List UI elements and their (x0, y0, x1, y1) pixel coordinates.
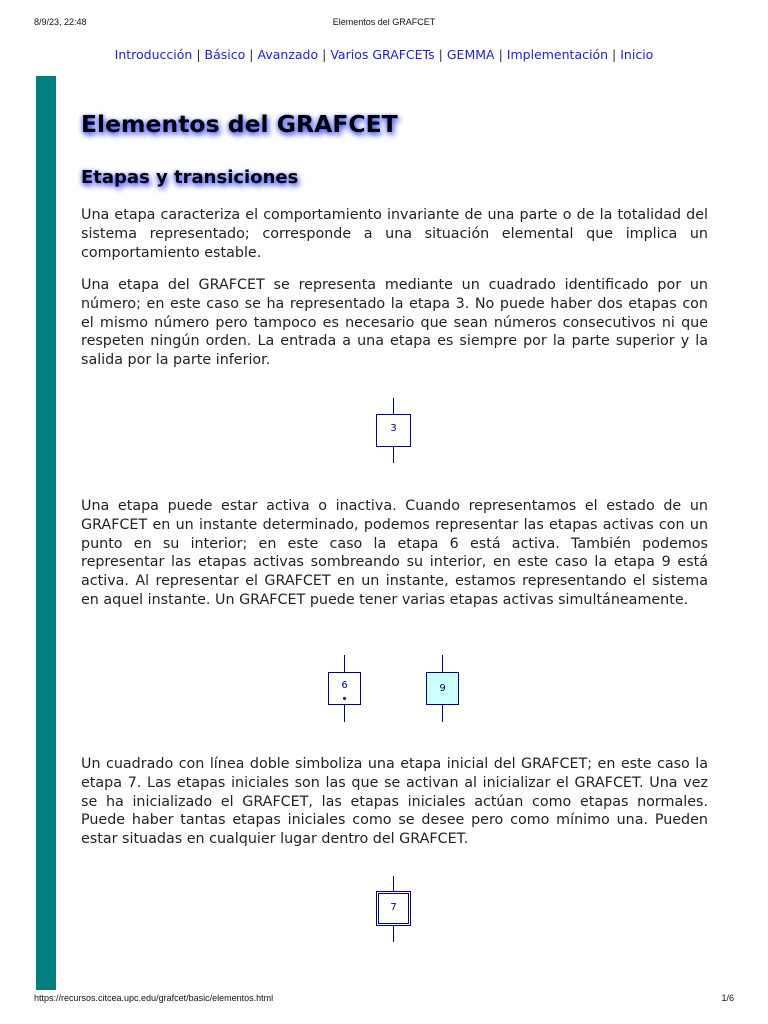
step-6-input-line (344, 655, 345, 672)
paragraph-2: Una etapa del GRAFCET se representa mediante un cuadrado identificado por un número; en este caso se ha representado la etapa 3. No puede haber dos etapas con el mismo número pero tampoco es necesario que sean números consecutivos ni que respeten ningún orden. La entrada a una etapa es siempre por la parte superior y la salida por la parte inferior. (81, 277, 708, 369)
nav-link-varios-grafcets[interactable]: Varios GRAFCETs (330, 47, 435, 62)
print-url: https://recursos.citcea.upc.edu/grafcet/basic/elementos.html (34, 993, 274, 1003)
nav-separator: | (322, 47, 327, 62)
step-3-label: 3 (390, 423, 397, 434)
page-title: Elementos del GRAFCET (81, 110, 398, 138)
step-3-diagram (376, 398, 412, 464)
step-7-diagram (376, 876, 412, 942)
nav-link-inicio[interactable]: Inicio (620, 47, 654, 62)
paragraph-4: Un cuadrado con línea doble simboliza una etapa inicial del GRAFCET; en este caso la etapa 7. Las etapas iniciales son las que se activan al inicializar el GRAFCET. Una vez se ha inicializado el GRAFCET, las etapas iniciales actúan como etapas normales. Puede haber tantas etapas iniciales como se desee pero como mínimo una. Pueden estar situadas en cualquier lugar dentro del GRAFCET. (81, 756, 708, 848)
step-6-label: 6 (341, 680, 348, 691)
print-datetime: 8/9/23, 22:48 (34, 17, 87, 27)
section-title: Etapas y transiciones (81, 167, 299, 188)
nav-separator: | (498, 47, 503, 62)
step-6-output-line (344, 705, 345, 722)
nav-link-avanzado[interactable]: Avanzado (257, 47, 319, 62)
step-3-input-line (393, 398, 394, 414)
nav-link-introduccion[interactable]: Introducción (114, 47, 193, 62)
paragraph-1: Una etapa caracteriza el comportamiento invariante de una parte o de la totalidad del sistema representado; corresponde a una situación elemental que implica un comportamiento estable. (81, 207, 708, 261)
sidebar-accent-bar (36, 76, 56, 990)
active-step-dot (343, 697, 346, 700)
print-page-number: 1/6 (721, 993, 734, 1003)
paragraph-3: Una etapa puede estar activa o inactiva. Cuando representamos el estado de un GRAFCET en un instante determinado, podemos representar las etapas activas con un punto en su interior; en este caso la etapa 6 está activa. También podemos representar las etapas activas sombreando su interior, en este caso la etapa 9 está activa. Al representar el GRAFCET en un instante, estamos representando el sistema en aquel instante. Un GRAFCET puede tener varias etapas activas simultáneamente. (81, 498, 708, 608)
step-9-output-line (442, 705, 443, 722)
nav-link-basico[interactable]: Básico (204, 47, 246, 62)
step-9-label: 9 (439, 683, 446, 694)
nav-link-implementacion[interactable]: Implementación (506, 47, 609, 62)
step-7-input-line (393, 876, 394, 891)
nav-separator: | (612, 47, 617, 62)
step-6-box (328, 672, 361, 705)
step-7-label: 7 (390, 902, 397, 913)
print-footer (34, 993, 734, 1007)
step-9-diagram (426, 655, 460, 722)
print-title: Elementos del GRAFCET (332, 17, 436, 27)
nav-separator: | (249, 47, 254, 62)
step-3-output-line (393, 447, 394, 463)
step-7-box (376, 891, 411, 926)
step-6-diagram (328, 655, 362, 722)
step-7-output-line (393, 926, 394, 942)
step-9-box (426, 672, 459, 705)
top-navigation (0, 47, 768, 62)
step-3-box (376, 414, 411, 447)
print-header (34, 17, 734, 31)
nav-separator: | (438, 47, 443, 62)
step-9-input-line (442, 655, 443, 672)
nav-link-gemma[interactable]: GEMMA (446, 47, 495, 62)
nav-separator: | (196, 47, 201, 62)
